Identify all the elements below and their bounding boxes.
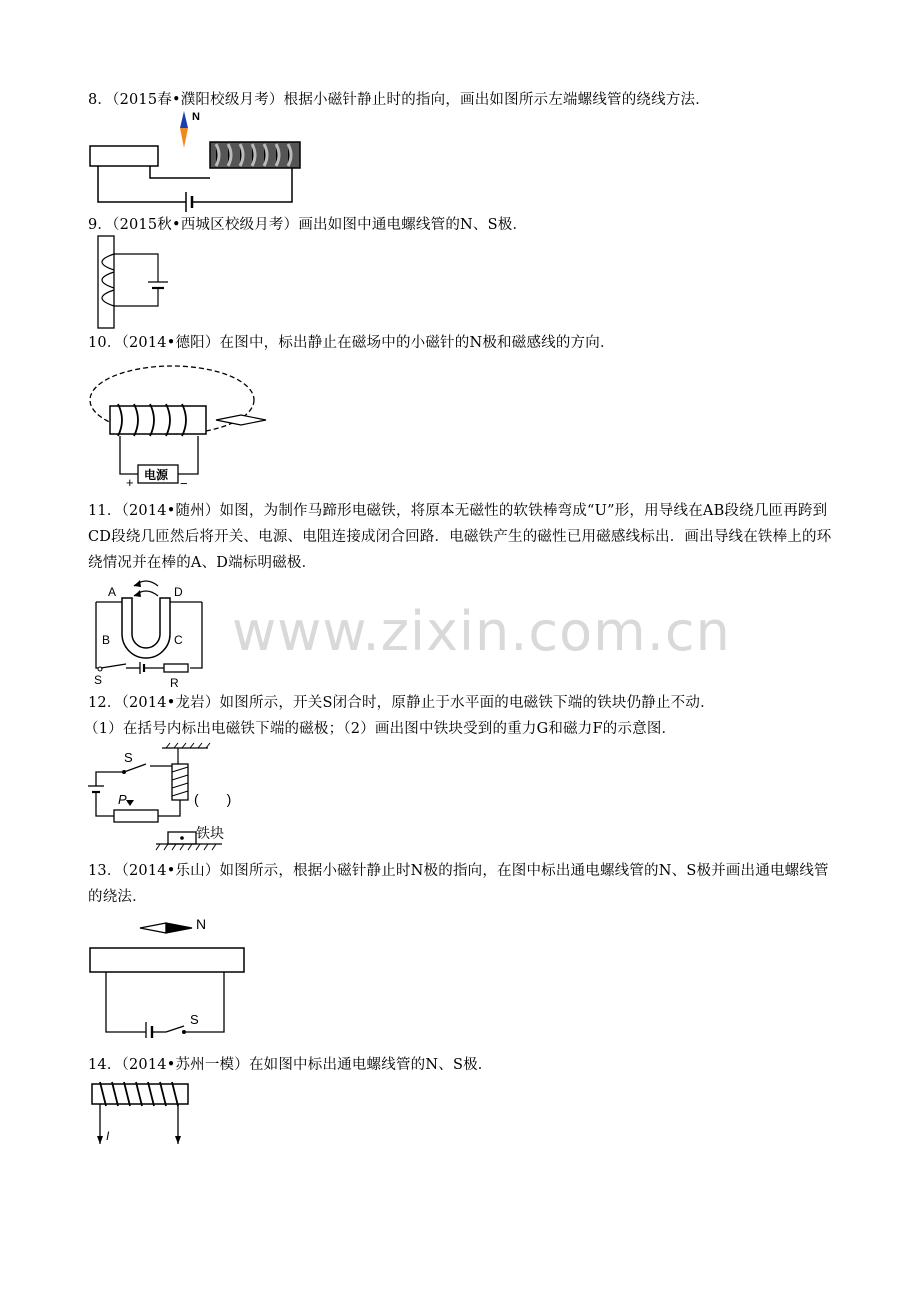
figure-8 [86, 108, 316, 212]
pole-bracket: ( ) [194, 791, 232, 807]
power-label: 电源 [144, 468, 169, 482]
question-14: 14．（2014•苏州一模）在如图中标出通电螺线管的N、S极． [88, 1057, 493, 1073]
question-11: 11．（2014•随州）如图，为制作马蹄形电磁铁，将原本无磁性的软铁棒弯成“U”形，用导线在AB段绕几匝再跨到CD段绕几匝然后将开关、电源、电阻连接成闭合回路．电磁铁产生的磁性已用磁感线标出．画出导线在铁棒上的环绕情况并在棒的A、D端标明磁极． [88, 503, 832, 571]
question-10: 10．（2014•德阳）在图中，标出静止在磁场中的小磁针的N极和磁感线的方向． [88, 335, 615, 351]
compass-n-label: N [196, 916, 207, 932]
question-13: 13．（2014•乐山）如图所示，根据小磁针静止时N极的指向，在图中标出通电螺线管的N、S极并画出通电螺线管的绕法． [88, 863, 829, 905]
label-d: D [174, 585, 183, 599]
label-a: A [108, 585, 117, 599]
question-8: 8．（2015春•濮阳校级月考）根据小磁针静止时的指向，画出如图所示左端螺线管的绕线方法． [88, 92, 710, 108]
question-12-sub: （1）在括号内标出电磁铁下端的磁极；（2）画出图中铁块受到的重力G和磁力F的示意图． [84, 721, 677, 737]
question-9: 9．（2015秋•西城区校级月考）画出如图中通电螺线管的N、S极． [88, 217, 528, 233]
label-r: R [170, 676, 179, 690]
watermark: www.zixin.com.cn [232, 600, 731, 663]
question-12 [84, 690, 836, 742]
slider-label: P [118, 792, 127, 807]
current-label: I [106, 1129, 110, 1143]
plus-label: + [126, 475, 134, 490]
switch-label: S [190, 1012, 199, 1027]
figure-14 [86, 1078, 196, 1150]
compass-n-label: N [192, 111, 200, 123]
question-12-text: 12．（2014•龙岩）如图所示，开关S闭合时，原静止于水平面的电磁铁下端的铁块仍静止不动． [88, 695, 715, 711]
label-c: C [174, 633, 183, 647]
iron-block-label: 铁块 [196, 825, 224, 841]
figure-11 [86, 572, 210, 692]
figure-10 [86, 362, 286, 490]
figure-12 [86, 742, 252, 852]
label-b: B [102, 633, 111, 647]
label-s: S [94, 673, 103, 687]
switch-label: S [124, 750, 133, 765]
figure-9 [86, 234, 176, 330]
figure-13 [86, 914, 252, 1038]
minus-label: − [180, 476, 188, 490]
